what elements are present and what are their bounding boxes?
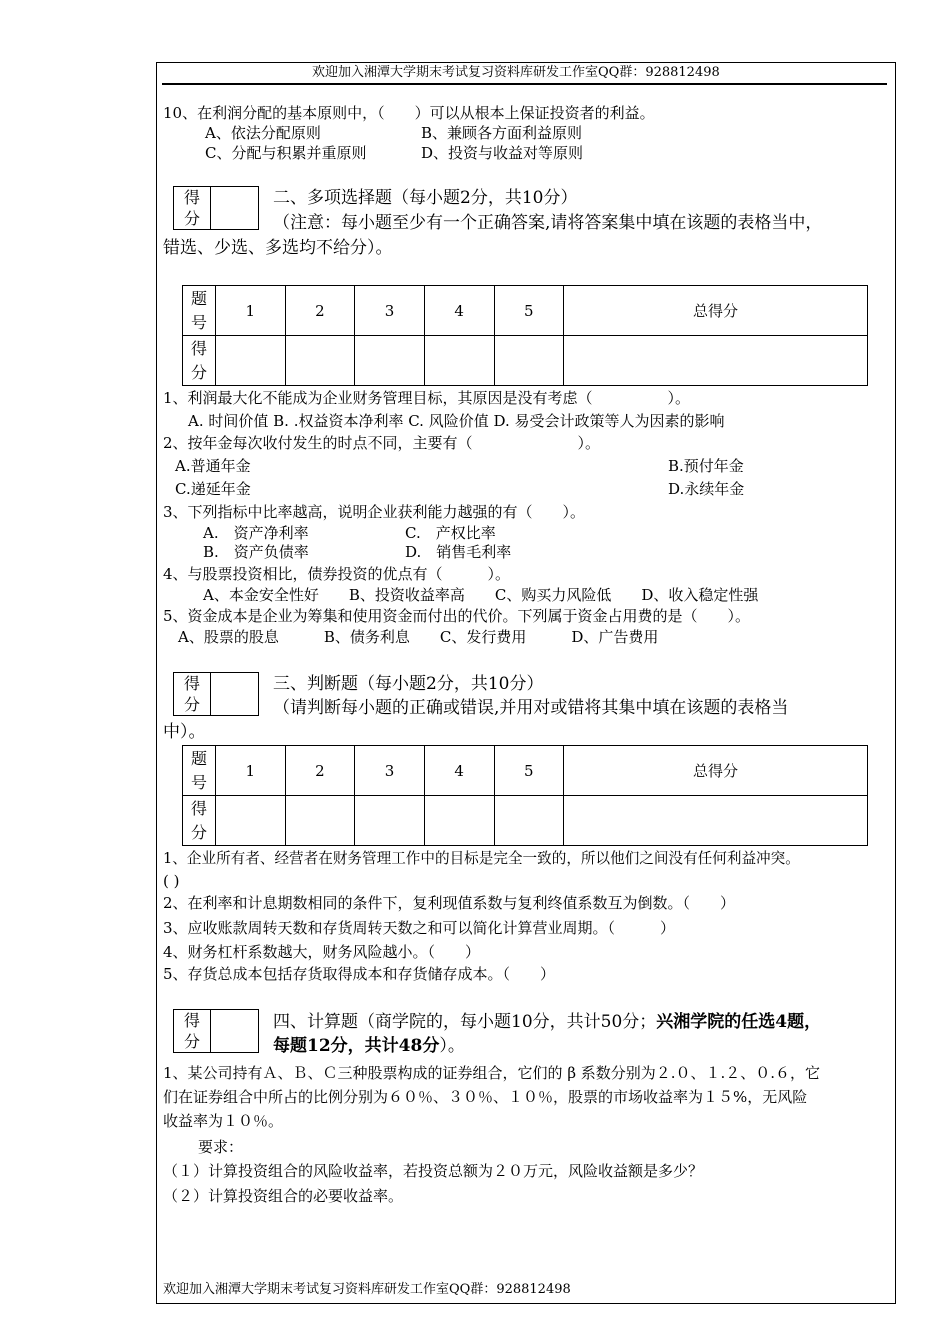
col-1: 1: [216, 746, 286, 796]
col-total: 总得分: [564, 286, 868, 336]
answer-cell[interactable]: [216, 796, 286, 846]
s3-q1-paren: ( ): [163, 872, 180, 890]
answer-cell[interactable]: [216, 336, 286, 386]
s2-q2-a: A.普通年金: [175, 457, 251, 475]
page-footer: 欢迎加入湘潭大学期末考试复习资料库研发工作室QQ群：928812498: [163, 1282, 571, 1297]
s3-q5: 5、存货总成本包括存货取得成本和存货储存成本。（ ）: [163, 965, 556, 983]
answer-cell-total[interactable]: [564, 796, 868, 846]
col-1: 1: [216, 286, 286, 336]
section3-note-line2: 中）。: [163, 722, 206, 742]
table-header-defen: 得 分: [183, 796, 216, 846]
score-label-de: 得: [183, 1011, 200, 1030]
table-header-tihao: 题 号: [183, 746, 216, 796]
answer-cell[interactable]: [285, 336, 355, 386]
section2-note-line1: （注意：每小题至少有一个正确答案,请将答案集中填在该题的表格当中，: [273, 213, 823, 233]
s2-q2-d: D.永续年金: [668, 480, 745, 498]
s4-requirements-label: 要求：: [198, 1138, 244, 1156]
section2-title: 二、多项选择题（每小题2分，共10分）: [273, 188, 578, 208]
q10-option-a: A、依法分配原则: [205, 124, 321, 142]
score-box-label: [174, 1010, 211, 1052]
s2-q2-c: C.递延年金: [175, 480, 251, 498]
s2-q3: 3、下列指标中比率越高，说明企业获利能力越强的有（ ）。: [163, 503, 586, 521]
section4-title-plain: 四、计算题（商学院的，每小题10分，共计50分；: [273, 1012, 657, 1032]
col-2: 2: [285, 286, 355, 336]
s2-q3-a: A. 资产净利率: [203, 524, 309, 542]
score-box-label: [174, 673, 211, 715]
score-label-fen: 分: [183, 1032, 200, 1051]
s4-q1-line2: 们在证券组合中所占的比例分别为６０％、３０％、１０％，股票的市场收益率为１５%，无风险: [163, 1088, 808, 1106]
answer-cell[interactable]: [355, 336, 425, 386]
col-total: 总得分: [564, 746, 868, 796]
section3-title: 三、判断题（每小题2分，共10分）: [273, 674, 544, 694]
answer-cell[interactable]: [424, 796, 494, 846]
col-3: 3: [355, 286, 425, 336]
col-2: 2: [285, 746, 355, 796]
section3-note-line1: （请判断每小题的正确或错误,并用对或错将其集中填在该题的表格当: [273, 698, 789, 718]
col-4: 4: [424, 286, 494, 336]
s2-q1: 1、利润最大化不能成为企业财务管理目标，其原因是没有考虑（ ）。: [163, 389, 691, 407]
col-3: 3: [355, 746, 425, 796]
q10-option-c: C、分配与积累并重原则: [205, 144, 367, 162]
score-label-fen: 分: [183, 209, 200, 228]
section4-title-bold2: 每题12分，共计48分: [273, 1036, 440, 1056]
section2-score-box: [173, 186, 259, 230]
table-header-defen: 得 分: [183, 336, 216, 386]
s2-q2-b: B.预付年金: [668, 457, 744, 475]
section2-note-line2: 错选、少选、多选均不给分）。: [163, 238, 393, 258]
s4-q1-line3: 收益率为１０％。: [163, 1112, 284, 1130]
s2-q2: 2、按年金每次收付发生的时点不同，主要有（ ）。: [163, 434, 601, 452]
table-header-tihao: 题 号: [183, 286, 216, 336]
q10-question: 10、在利润分配的基本原则中，（ ）可以从根本上保证投资者的利益。: [163, 104, 655, 122]
s4-requirement-1: （１）计算投资组合的风险收益率，若投资总额为２０万元，风险收益额是多少？: [163, 1162, 704, 1180]
s3-q1: 1、企业所有者、经营者在财务管理工作中的目标是完全一致的，所以他们之间没有任何利益冲突。: [163, 850, 800, 867]
s3-q2: 2、在利率和计息期数相同的条件下，复利现值系数与复利终值系数互为倒数。（ ）: [163, 894, 736, 912]
header-rule: [162, 83, 887, 85]
s2-q1-options: A. 时间价值 B. .权益资本净利率 C. 风险价值 D. 易受会计政策等人为因素的影响: [188, 412, 725, 430]
s2-q5-options: A、股票的股息 B、债务利息 C、发行费用 D、广告费用: [178, 628, 659, 646]
section3-score-box: [173, 672, 259, 716]
score-box-label: [174, 187, 211, 229]
answer-cell[interactable]: [285, 796, 355, 846]
score-label-de: 得: [183, 188, 200, 207]
answer-cell[interactable]: [355, 796, 425, 846]
col-5: 5: [494, 286, 564, 336]
s4-requirement-2: （２）计算投资组合的必要收益率。: [163, 1187, 404, 1205]
section3-answer-table: [182, 745, 868, 846]
s2-q5: 5、资金成本是企业为筹集和使用资金而付出的代价。下列属于资金占用费的是（ ）。: [163, 607, 751, 625]
col-4: 4: [424, 746, 494, 796]
section4-title-bold1: 兴湘学院的任选4题，: [656, 1012, 822, 1032]
q10-option-d: D、投资与收益对等原则: [421, 144, 584, 162]
score-label-de: 得: [183, 674, 200, 693]
section4-score-box: [173, 1009, 259, 1053]
section4-title-line1: [273, 1012, 821, 1032]
answer-cell[interactable]: [494, 796, 564, 846]
section4-title-end: ）。: [439, 1036, 465, 1056]
q10-option-b: B、兼顾各方面利益原则: [421, 124, 583, 142]
s2-q4: 4、与股票投资相比，债券投资的优点有（ ）。: [163, 565, 511, 583]
section2-answer-table: [182, 285, 868, 386]
score-label-fen: 分: [183, 695, 200, 714]
s2-q3-d: D. 销售毛利率: [405, 543, 512, 561]
s3-q3: 3、应收账款周转天数和存货周转天数之和可以简化计算营业周期。（ ）: [163, 919, 676, 937]
s4-q1-line1: 1、某公司持有Ａ、Ｂ、Ｃ三种股票构成的证券组合，它们的 β 系数分别为２.０、１.２、０.６，它: [163, 1064, 821, 1082]
s3-q4: 4、财务杠杆系数越大，财务风险越小。（ ）: [163, 943, 481, 961]
page-header: 欢迎加入湘潭大学期末考试复习资料库研发工作室QQ群：928812498: [312, 65, 720, 80]
col-5: 5: [494, 746, 564, 796]
s2-q3-c: C. 产权比率: [405, 524, 496, 542]
section4-title-line2: [273, 1036, 465, 1056]
answer-cell[interactable]: [494, 336, 564, 386]
answer-cell[interactable]: [424, 336, 494, 386]
s2-q3-b: B. 资产负债率: [203, 543, 309, 561]
s2-q4-options: A、本金安全性好 B、投资收益率高 C、购买力风险低 D、收入稳定性强: [203, 586, 759, 604]
answer-cell-total[interactable]: [564, 336, 868, 386]
